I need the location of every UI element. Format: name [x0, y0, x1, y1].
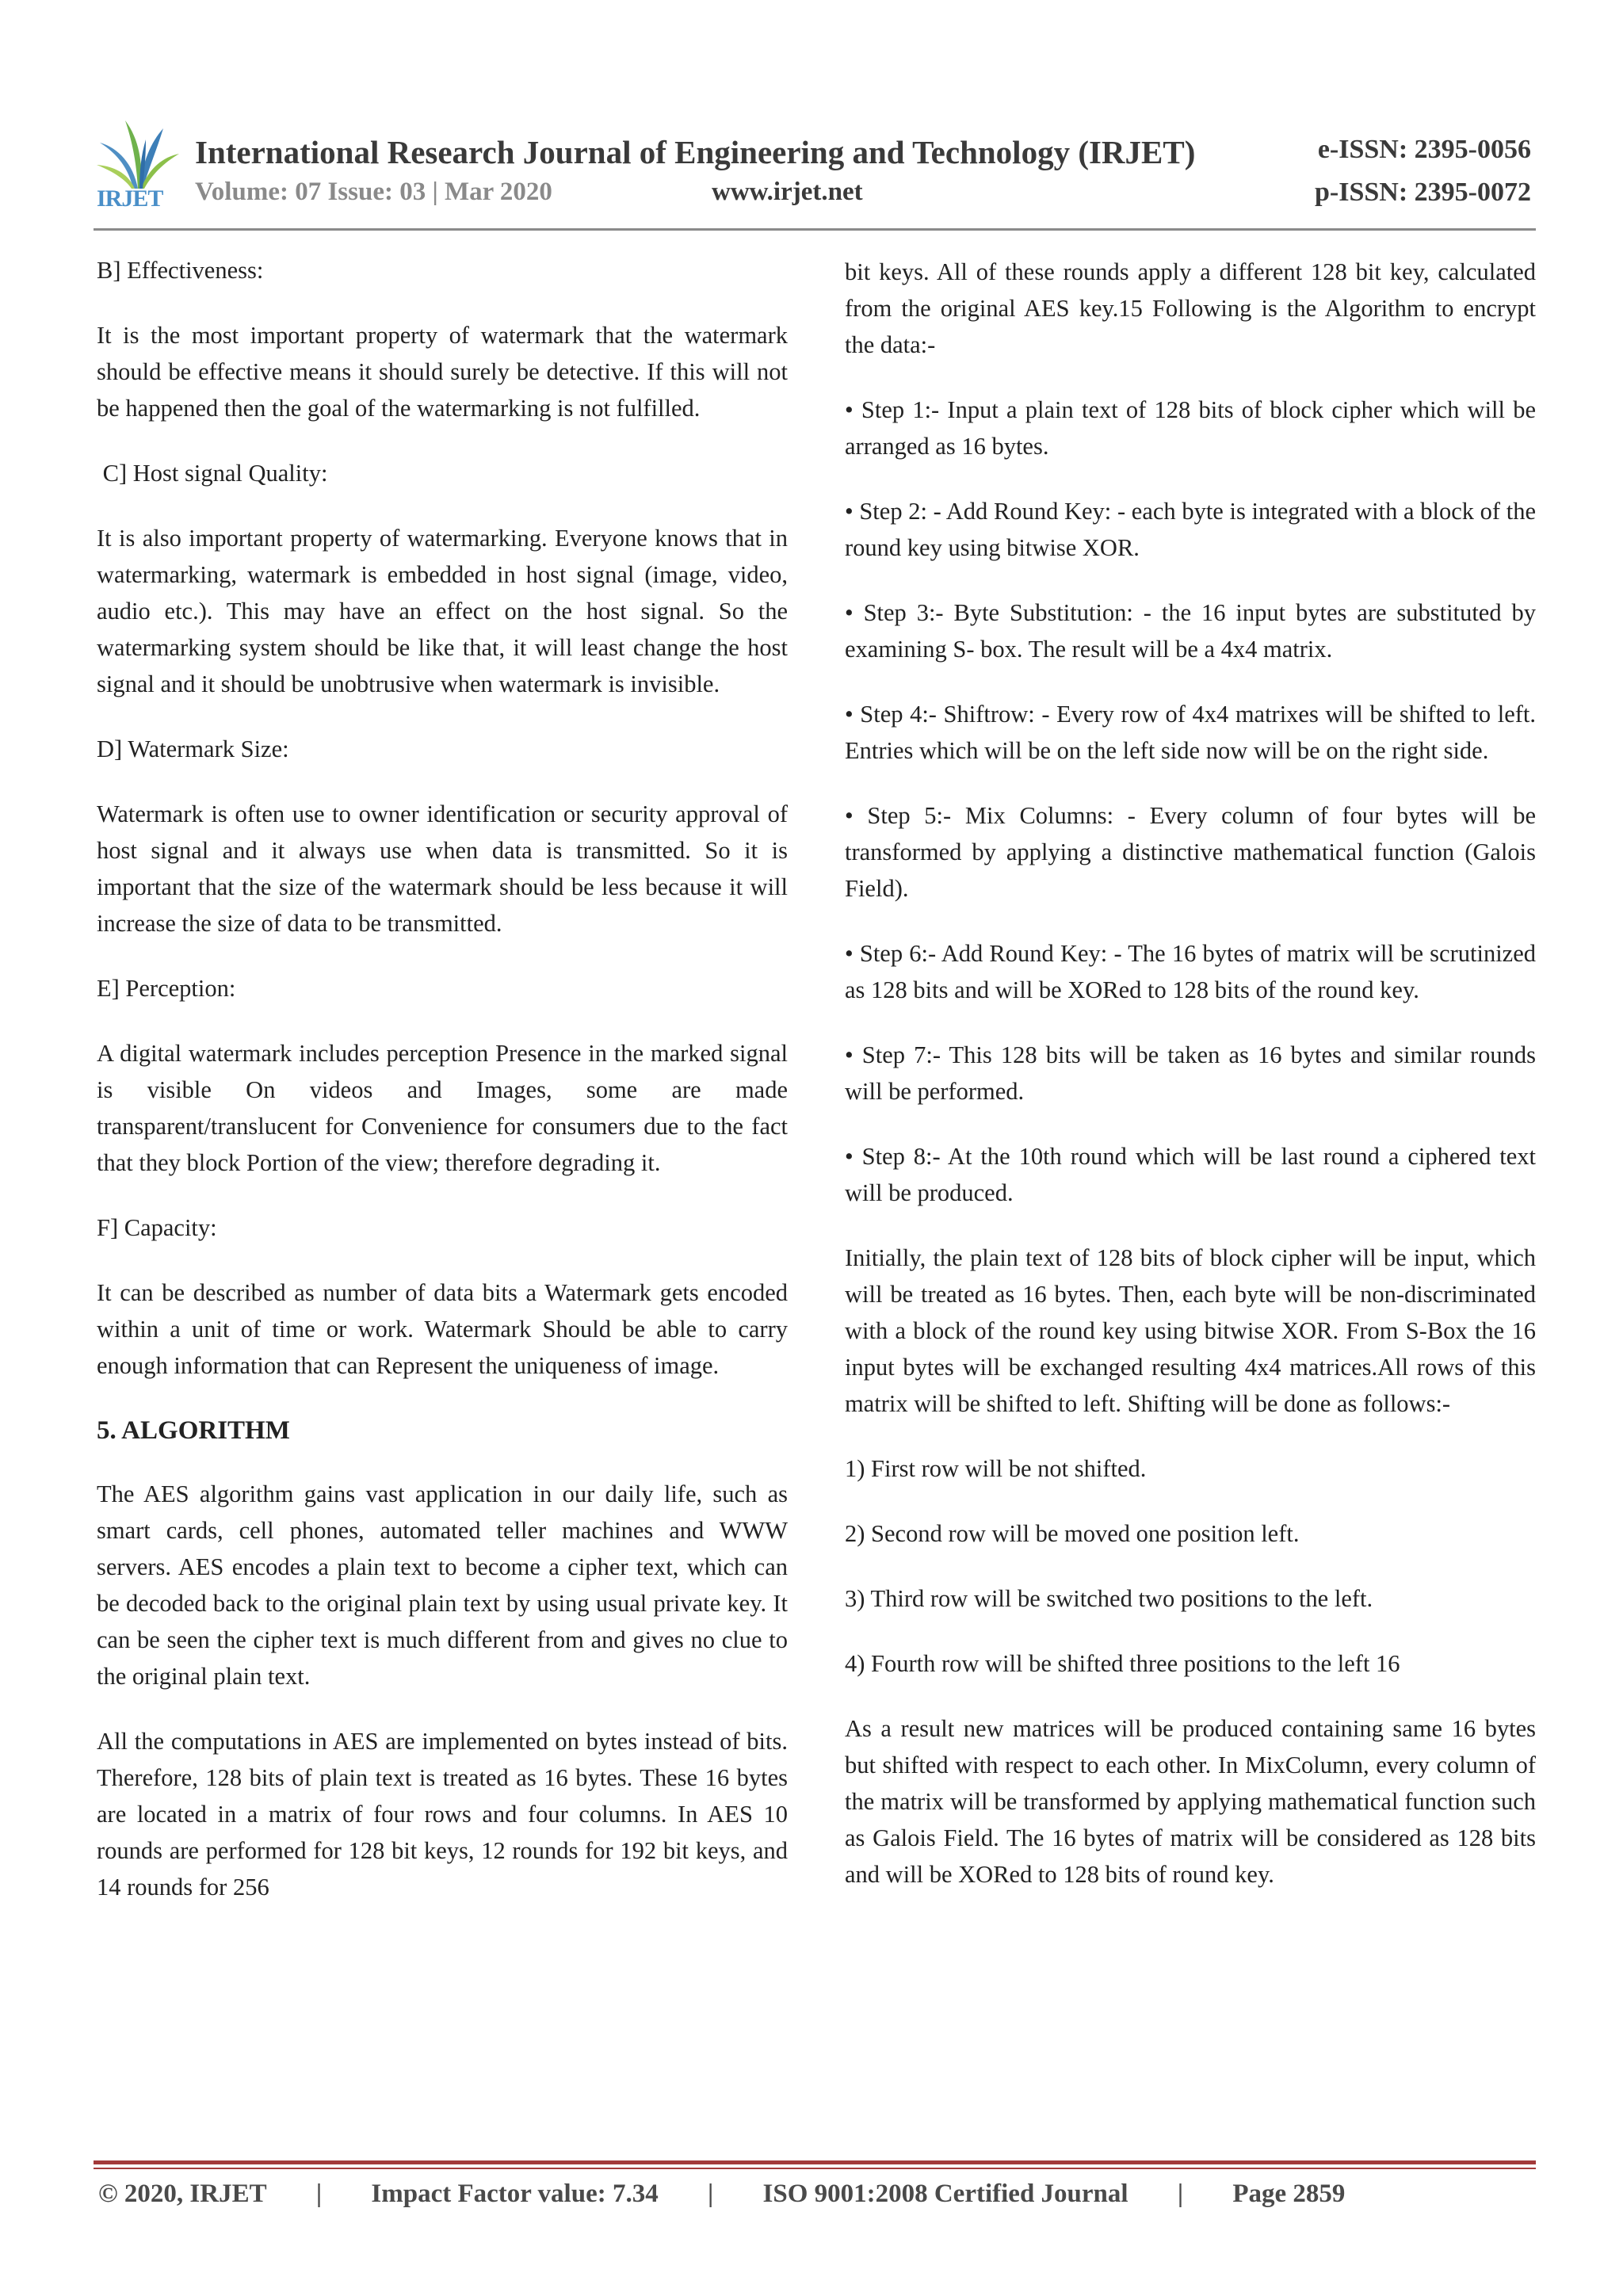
step-item: • Step 7:- This 128 bits will be taken as 16 bytes and similar rounds will be performed.: [845, 1041, 1536, 1105]
subheading-perception: E] Perception:: [97, 975, 236, 1002]
right-column: [845, 254, 1536, 1921]
subheading-effectiveness: B] Effectiveness:: [97, 257, 264, 284]
subheading-watermark-size: D] Watermark Size:: [97, 735, 289, 762]
list-item: 4) Fourth row will be shifted three positions to the left 16: [845, 1650, 1400, 1677]
footer-divider: [94, 2160, 1536, 2164]
step-item: • Step 5:- Mix Columns: - Every column of four bytes will be transformed by applying a distinctive mathematical function (Galois Field).: [845, 802, 1536, 902]
step-item: • Step 3:- Byte Substitution: - the 16 input bytes are substituted by examining S- box. The result will be a 4x4 matrix.: [845, 599, 1536, 663]
journal-header: [94, 116, 1536, 227]
footer-divider-thin: [94, 2168, 1536, 2169]
paragraph: bit keys. All of these rounds apply a different 128 bit key, calculated from the original AES key.15 Following is the Algorithm to encrypt the data:-: [845, 258, 1536, 358]
paragraph: It is also important property of watermarking. Everyone knows that in watermarking, watermark is embedded in host signal (image, video, audio etc.). This may have an effect on the host signal. So the watermarking system should be like that, it will least change the host signal and it should be unobtrusive when watermark is invisible.: [97, 525, 788, 697]
logo-text: IRJET: [97, 185, 163, 212]
step-item: • Step 6:- Add Round Key: - The 16 bytes of matrix will be scrutinized as 128 bits and will be XORed to 128 bits of the round key.: [845, 940, 1536, 1003]
paragraph: Watermark is often use to owner identification or security approval of host signal and it always use when data is transmitted. So it is important that the size of the watermark should be less because it will increase the size of data to be transmitted.: [97, 800, 788, 937]
volume-issue: Volume: 07 Issue: 03 | Mar 2020: [195, 178, 552, 206]
footer-iso: ISO 9001:2008 Certified Journal: [762, 2179, 1128, 2208]
footer-separator: |: [1177, 2179, 1184, 2208]
journal-website-link[interactable]: www.irjet.net: [712, 178, 863, 206]
footer-separator: |: [315, 2179, 323, 2208]
footer-separator: |: [707, 2179, 714, 2208]
paragraph: It can be described as number of data bits a Watermark gets encoded within a unit of time or work. Watermark Should be able to carry enough information that can Represent the uniqueness of image.: [97, 1279, 788, 1379]
page-footer: [98, 2179, 1345, 2209]
step-item: • Step 1:- Input a plain text of 128 bits of block cipher which will be arranged as 16 bytes.: [845, 396, 1536, 460]
footer-impact-factor: Impact Factor value: 7.34: [371, 2179, 659, 2208]
footer-copyright: © 2020, IRJET: [98, 2179, 267, 2208]
list-item: 2) Second row will be moved one position left.: [845, 1520, 1300, 1547]
paragraph: The AES algorithm gains vast application in our daily life, such as smart cards, cell phones, automated teller machines and WWW servers. AES encodes a plain text to become a cipher text, which can be decoded back to the original plain text by using usual private key. It can be seen the cipher text is much different from and gives no clue to the original plain text.: [97, 1480, 788, 1690]
list-item: 1) First row will be not shifted.: [845, 1455, 1147, 1482]
step-item: • Step 4:- Shiftrow: - Every row of 4x4 matrixes will be shifted to left. Entries which will be on the left side now will be on the right side.: [845, 701, 1536, 764]
e-issn: e-ISSN: 2395-0056: [1317, 135, 1531, 164]
paragraph: Initially, the plain text of 128 bits of block cipher will be input, which will be treated as 16 bytes. Then, each byte will be non-discriminated with a block of the round key using bitwise XOR. From S-Box the 16 input bytes will be exchanged resulting 4x4 matrices.All rows of this matrix will be shifted to left. Shifting will be done as follows:-: [845, 1244, 1536, 1417]
paragraph: A digital watermark includes perception Presence in the marked signal is visible On videos and Images, some are made transparent/translucent for Convenience for consumers due to the fact that they block Portion of the view; therefore degrading it.: [97, 1040, 788, 1176]
header-divider: [94, 228, 1536, 231]
section-title-algorithm: 5. ALGORITHM: [97, 1416, 290, 1445]
step-item: • Step 2: - Add Round Key: - each byte is integrated with a block of the round key using bitwise XOR.: [845, 498, 1536, 561]
paragraph: It is the most important property of watermark that the watermark should be effective means it should surely be detective. If this will not be happened then the goal of the watermarking is not fulfilled.: [97, 322, 788, 422]
subheading-host-signal-quality: C] Host signal Quality:: [97, 460, 328, 487]
paragraph: As a result new matrices will be produced containing same 16 bytes but shifted with respect to each other. In MixColumn, every column of the matrix will be transformed by applying mathematical function such as Galois Field. The 16 bytes of matrix will be considered as 128 bits and will be XORed to 128 bits of round key.: [845, 1715, 1536, 1888]
list-item: 3) Third row will be switched two positions to the left.: [845, 1585, 1373, 1612]
step-item: • Step 8:- At the 10th round which will be last round a ciphered text will be produced.: [845, 1143, 1536, 1206]
p-issn: p-ISSN: 2395-0072: [1315, 178, 1531, 207]
journal-title: International Research Journal of Engineering and Technology (IRJET): [195, 134, 1196, 170]
footer-page-number: Page 2859: [1232, 2179, 1346, 2208]
left-column: [97, 252, 788, 1934]
subheading-capacity: F] Capacity:: [97, 1214, 217, 1241]
paragraph: All the computations in AES are implemented on bytes instead of bits. Therefore, 128 bits of plain text is treated as 16 bytes. These 16 bytes are located in a matrix of four rows and four columns. In AES 10 rounds are performed for 128 bit keys, 12 rounds for 192 bit keys, and 14 rounds for 256: [97, 1728, 788, 1901]
